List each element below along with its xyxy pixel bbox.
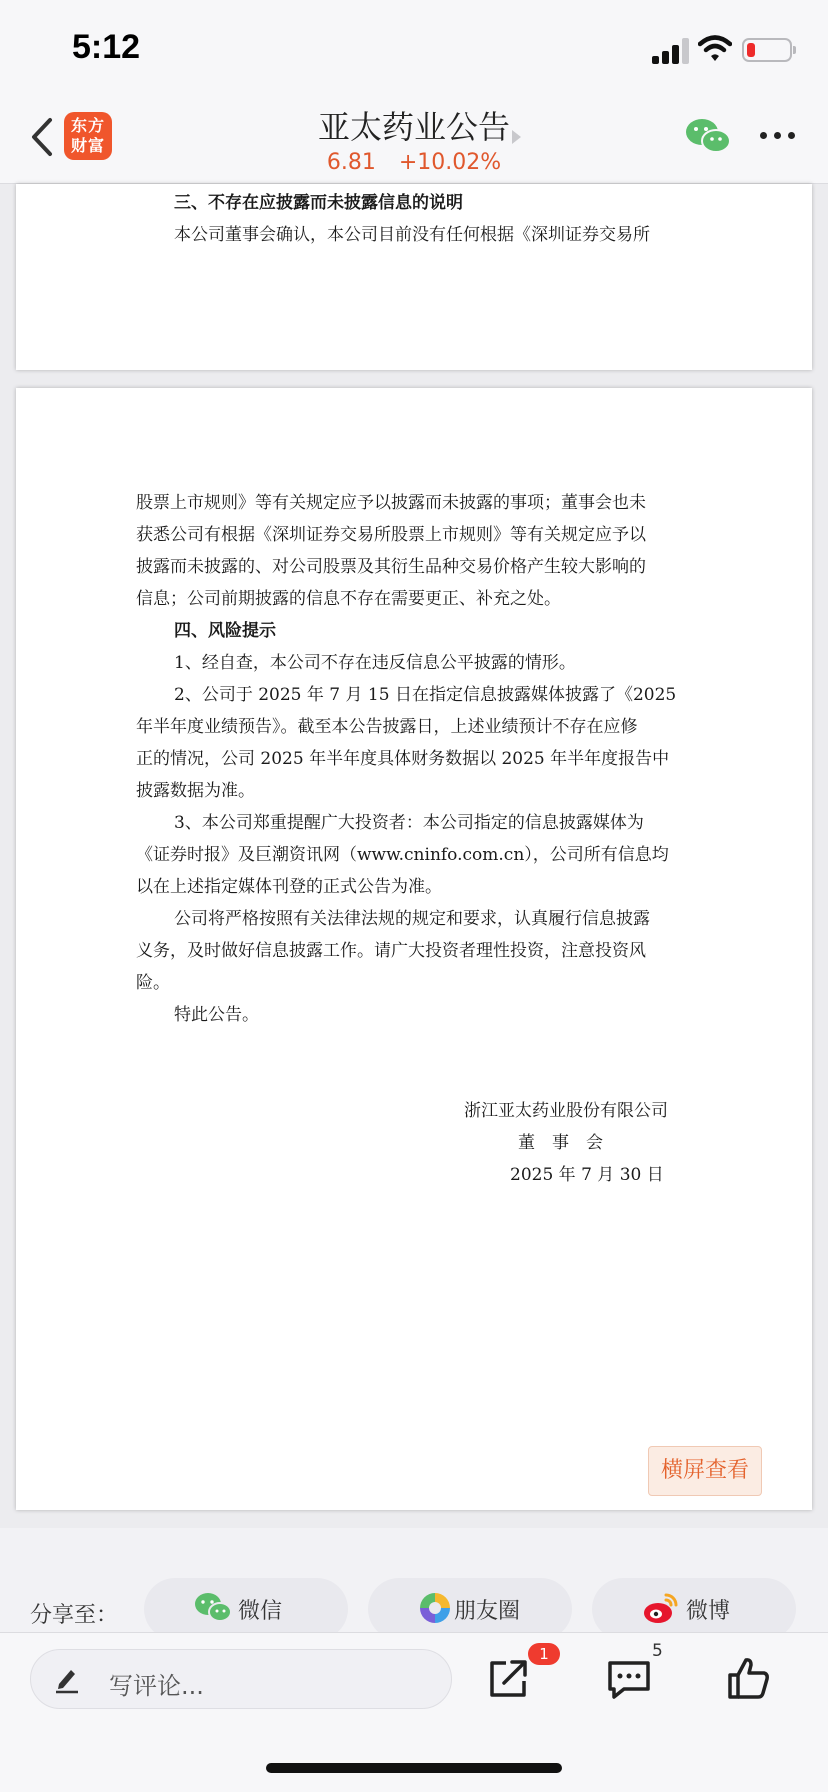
doc-line: 披露而未披露的、对公司股票及其衍生品种交易价格产生较大影响的	[136, 557, 646, 577]
bottom-bar	[0, 1632, 828, 1792]
notice-text: 特此公告。	[174, 1005, 259, 1025]
risk-item-3-line: 《证券时报》及巨潮资讯网（www.cninfo.com.cn），公司所有信息均	[136, 845, 669, 865]
like-thumb-icon[interactable]	[724, 1655, 774, 1703]
logo-text-line1: 东方	[70, 116, 105, 135]
comment-count: 5	[652, 1641, 663, 1661]
risk-item-2-line: 2、公司于 2025 年 7 月 15 日在指定信息披露媒体披露了《2025	[174, 685, 677, 705]
status-time: 5:12	[72, 28, 141, 66]
comment-icon[interactable]	[604, 1655, 654, 1703]
document-page-1	[16, 184, 812, 370]
stock-price: 6.81	[326, 150, 376, 175]
document-page-2	[16, 388, 812, 1510]
share-wechat-label: 微信	[238, 1599, 283, 1624]
pencil-icon	[53, 1664, 81, 1694]
risk-item-1: 1、经自查，本公司不存在违反信息公平披露的情形。	[174, 653, 576, 673]
page-title: 亚太药业公告	[317, 108, 510, 146]
doc-line: 信息；公司前期披露的信息不存在需要更正、补充之处。	[136, 589, 561, 609]
risk-item-2-line: 披露数据为准。	[136, 781, 255, 801]
section-heading-3: 三、不存在应披露而未披露信息的说明	[174, 193, 463, 213]
risk-item-2-line: 年半年度业绩预告》。截至本公告披露日，上述业绩预计不存在应修	[136, 717, 638, 737]
share-label: 分享至：	[30, 1603, 119, 1628]
board-signature: 董 事 会	[518, 1133, 603, 1153]
closing-line: 公司将严格按照有关法律法规的规定和要求，认真履行信息披露	[174, 909, 650, 929]
doc-line: 股票上市规则》等有关规定应予以披露而未披露的事项；董事会也未	[136, 493, 646, 513]
more-options-icon[interactable]	[760, 132, 796, 142]
share-weibo-label: 微博	[686, 1599, 731, 1624]
wifi-icon	[698, 34, 732, 64]
closing-line: 险。	[136, 973, 170, 993]
play-triangle-icon[interactable]	[512, 130, 521, 144]
share-wechat-button[interactable]	[144, 1578, 348, 1640]
risk-item-3-line: 3、本公司郑重提醒广大投资者：本公司指定的信息披露媒体为	[174, 813, 644, 833]
share-out-icon[interactable]	[484, 1655, 534, 1703]
weibo-icon	[642, 1591, 680, 1625]
comment-placeholder: 写评论...	[109, 1672, 204, 1700]
moments-icon	[418, 1591, 452, 1625]
share-bar	[0, 1528, 828, 1634]
battery-icon	[742, 38, 792, 62]
company-signature: 浙江亚太药业股份有限公司	[464, 1101, 668, 1121]
status-bar	[0, 0, 828, 92]
announcement-date: 2025 年 7 月 30 日	[510, 1165, 664, 1185]
wechat-share-icon[interactable]	[684, 116, 732, 156]
home-indicator[interactable]	[266, 1763, 562, 1773]
share-count-badge: 1	[528, 1643, 560, 1665]
closing-line: 义务，及时做好信息披露工作。请广大投资者理性投资，注意投资风	[136, 941, 646, 961]
wechat-icon	[194, 1591, 232, 1625]
doc-line: 本公司董事会确认，本公司目前没有任何根据《深圳证券交易所	[174, 225, 650, 245]
share-moments-button[interactable]	[368, 1578, 572, 1640]
share-moments-label: 朋友圈	[454, 1599, 521, 1624]
risk-item-2-line: 正的情况，公司 2025 年半年度具体财务数据以 2025 年半年度报告中	[136, 749, 670, 769]
share-weibo-button[interactable]	[592, 1578, 796, 1640]
cellular-signal-icon	[652, 38, 692, 64]
doc-line: 获悉公司有根据《深圳证券交易所股票上市规则》等有关规定应予以	[136, 525, 646, 545]
section-heading-4: 四、风险提示	[174, 621, 276, 641]
app-header	[0, 92, 828, 184]
logo-text-line2: 财富	[70, 136, 105, 155]
comment-input[interactable]	[30, 1649, 452, 1709]
risk-item-3-line: 以在上述指定媒体刊登的正式公告为准。	[136, 877, 442, 897]
stock-change: +10.02%	[398, 150, 502, 175]
landscape-view-button[interactable]: 横屏查看	[648, 1446, 762, 1496]
